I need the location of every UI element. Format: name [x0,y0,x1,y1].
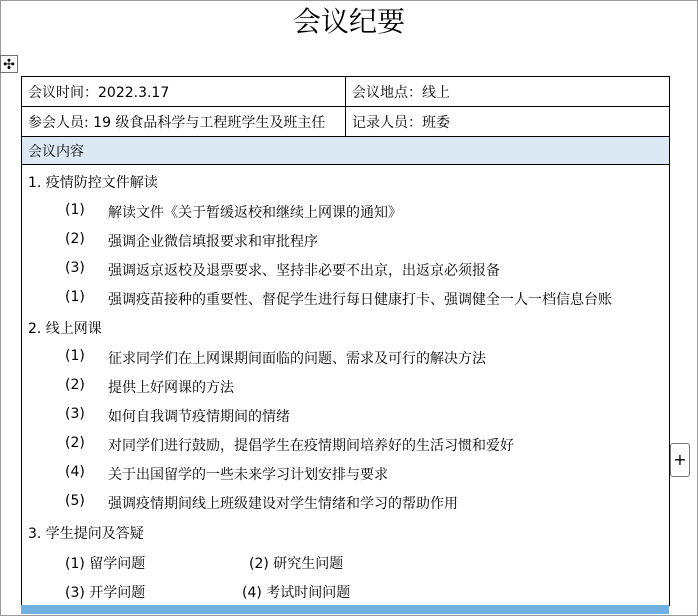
list-item: (3) [65,260,85,276]
list-item: (2) [65,435,85,451]
list-item-text: 对同学们进行鼓励，提倡学生在疫情期间培养好的生活习惯和爱好 [108,438,514,454]
next-row-shading [21,605,669,614]
list-item-text: 强调疫苗接种的重要性、督促学生进行每日健康打卡、强调健全一人一档信息台账 [108,292,612,308]
list-item-text: 强调返京返校及退票要求、坚持非必要不出京，出返京必须报备 [108,263,500,279]
meeting-time-cell[interactable]: 会议时间：2022.3.17 [22,77,346,107]
list-item-text: 提供上好网课的方法 [108,380,234,396]
list-item: (4) [65,464,85,480]
table-move-handle-icon[interactable]: ✣ [0,55,18,73]
list-item: (2) [65,231,85,247]
qa-item: (3) 开学问题 [65,585,146,601]
qa-item: (4) 考试时间问题 [242,585,351,601]
attendees-cell[interactable]: 参会人员: 19 级食品科学与工程班学生及班主任 [22,107,346,137]
list-item-text: 征求同学们在上网课期间面临的问题、需求及可行的解决方法 [108,351,486,367]
section-heading: 3. 学生提问及答疑 [28,526,144,542]
section-heading: 2. 线上网课 [28,321,102,337]
qa-item: (2) 研究生问题 [249,556,344,572]
page-title: 会议纪要 [292,5,405,38]
list-item-text: 关于出国留学的一些未来学习计划安排与要求 [108,467,388,483]
recorder-cell[interactable]: 记录人员：班委 [346,107,670,137]
list-item-text: 解读文件《关于暂缓返校和继续上网课的通知》 [108,205,402,221]
qa-item: (1) 留学问题 [65,556,146,572]
list-item-text: 如何自我调节疫情期间的情绪 [108,409,290,425]
list-item-text: 强调疫情期间线上班级建设对学生情绪和学习的帮助作用 [108,496,458,512]
list-item: (5) [65,493,85,509]
list-item: (3) [65,406,85,422]
section-heading: 1. 疫情防控文件解读 [28,175,158,191]
list-item-text: 强调企业微信填报要求和审批程序 [108,234,318,250]
list-item: (1) [65,289,85,305]
list-item: (1) [65,202,85,218]
content-header-cell[interactable]: 会议内容 [22,137,670,165]
list-item: (2) [65,377,85,393]
meeting-place-cell[interactable]: 会议地点：线上 [346,77,670,107]
list-item: (1) [65,348,85,364]
content-cell[interactable] [22,165,670,606]
add-row-icon[interactable]: + [670,443,690,477]
minutes-table [21,76,670,606]
